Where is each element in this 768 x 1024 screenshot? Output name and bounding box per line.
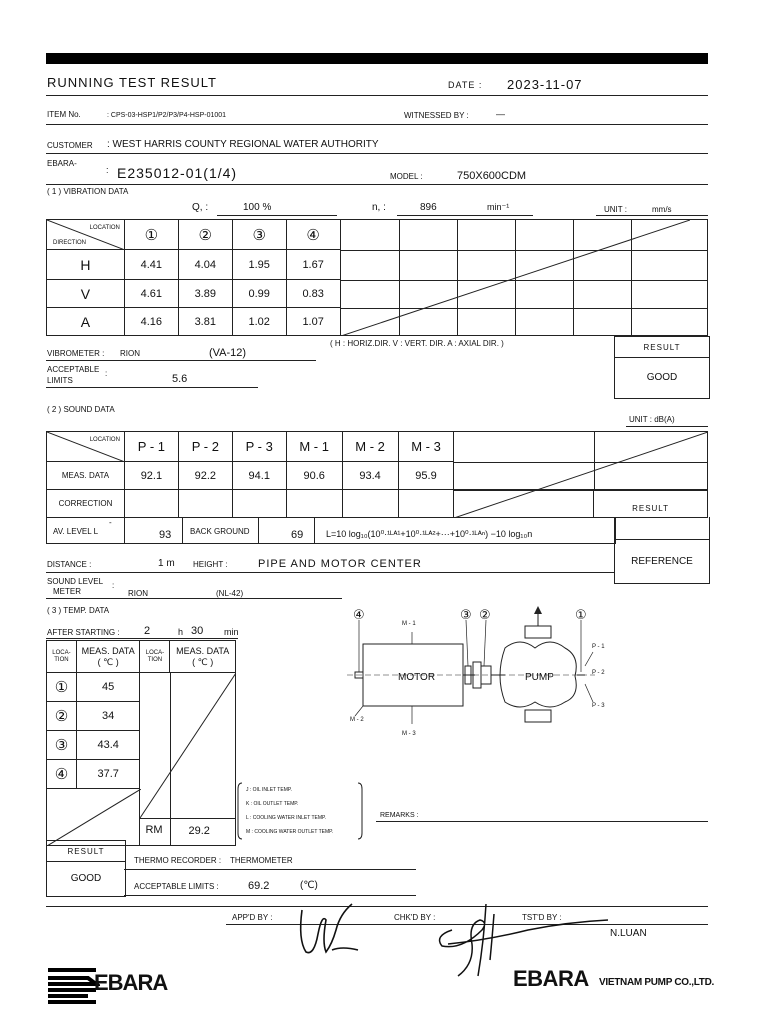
after-minutes: 30 (191, 625, 204, 637)
snd-col-p3: P - 3 (232, 432, 286, 462)
ebara-logo-right: EBARA (513, 966, 589, 991)
temp-result-header (46, 840, 126, 862)
recorder-label: THERMO RECORDER : (134, 856, 222, 865)
unit-label: UNIT : (604, 205, 627, 214)
chkd-label: CHK'D BY : (394, 913, 436, 922)
temp-loca-1-a: LOCA- (52, 649, 71, 656)
sound-formula: L=10 log₁₀(10⁰·¹ᴸᴬ¹+10⁰·¹ᴸᴬ²+···+10⁰·¹ᴸᴬⁿ) −10 log₁₀n (326, 529, 533, 539)
ebara-logo-left: EBARA (94, 970, 168, 995)
snd-result-label: RESULT (632, 504, 670, 513)
vib-a-3: 1.02 (232, 308, 286, 336)
snd-meas-label: MEAS. DATA (47, 462, 125, 490)
acceptable-colon: : (105, 369, 108, 378)
temp-val-3: 43.4 (76, 731, 140, 760)
diagram-n4: ④ (353, 607, 365, 622)
temp-meas-header-1 (76, 641, 140, 673)
snd-correction-label: CORRECTION (47, 490, 125, 518)
item-no: : CPS-03-HSP1/P2/P3/P4-HSP-01001 (107, 112, 227, 119)
hours-label: h (178, 627, 184, 637)
sound-meter-colon: : (112, 581, 115, 590)
limits-label: LIMITS (47, 376, 73, 385)
approver-signature-icon (296, 900, 366, 958)
vib-v-3: 0.99 (232, 280, 286, 308)
snd-meas-p2: 92.2 (178, 462, 232, 490)
vib-result-header (614, 336, 710, 358)
appd-label: APP'D BY : (232, 913, 273, 922)
temp-result-box (46, 860, 126, 897)
temp-loca-header-1 (47, 641, 77, 673)
vib-v-4: 0.83 (286, 280, 340, 308)
model-label: MODEL : (390, 172, 423, 181)
q-label: Q, : (192, 202, 209, 213)
after-hours: 2 (144, 625, 151, 637)
temp-loc-2: ② (47, 702, 77, 731)
customer-value: : WEST HARRIS COUNTY REGIONAL WATER AUTHORITY (107, 139, 379, 150)
temp-unit-2: ( ℃ ) (192, 656, 214, 667)
snd-col-m3: M - 3 (398, 432, 454, 462)
height-label: HEIGHT : (193, 560, 228, 569)
date-label: DATE : (448, 80, 483, 90)
sound-meter-label: SOUND LEVEL (47, 577, 104, 586)
vibrometer-label: VIBROMETER : (47, 349, 105, 358)
temp-loc-4: ④ (47, 760, 77, 789)
sound-meter-value: RION (128, 589, 148, 598)
snd-col-p2: P - 2 (178, 432, 232, 462)
snd-meas-m1: 90.6 (286, 462, 342, 490)
limits-label: ACCEPTABLE LIMITS : (134, 882, 219, 891)
dir-label: DIRECTION (53, 240, 86, 246)
ebara-label: EBARA- (47, 159, 77, 168)
diagram-m3: M - 3 (402, 731, 416, 737)
vib-col-3: ③ (232, 220, 286, 250)
vib-v-2: 3.89 (178, 280, 232, 308)
vib-h-2: 4.04 (178, 250, 232, 280)
temp-val-2: 34 (76, 702, 140, 731)
page-title: RUNNING TEST RESULT (47, 75, 217, 90)
vib-h-4: 1.67 (286, 250, 340, 280)
vib-a-4: 1.07 (286, 308, 340, 336)
diagram-n1: ① (575, 607, 587, 622)
q-value: 100 % (243, 202, 272, 213)
sound-section-title: ( 2 ) SOUND DATA (47, 405, 115, 414)
vib-blank-area (340, 220, 707, 336)
ser-no: E235012-01(1/4) (117, 165, 238, 181)
temp-loca-2-a: LOCA- (145, 649, 165, 656)
ebara-logo-right-company: VIETNAM PUMP CO.,LTD. (599, 977, 714, 988)
n-value: 896 (420, 202, 437, 213)
temp-loca-2-b: TION (147, 656, 163, 663)
temp-section-title: ( 3 ) TEMP. DATA (47, 606, 110, 615)
top-bar (46, 53, 708, 64)
vib-v-1: 4.61 (124, 280, 178, 308)
av-level-label: AV. LEVEL L (53, 527, 99, 536)
direction-legend: ( H : HORIZ.DIR. V : VERT. DIR. A : AXIAL DIR. ) (330, 339, 504, 348)
after-starting-label: AFTER STARTING : (47, 628, 120, 637)
temp-meas-2: MEAS. DATA (176, 645, 230, 656)
acceptable-value: 5.6 (172, 373, 188, 385)
temp-loc-1: ① (47, 673, 77, 702)
witnessed-value: — (496, 109, 505, 119)
vib-dir-a: A (47, 308, 125, 336)
rm-value: 29.2 (188, 825, 210, 837)
snd-col-p1: P - 1 (124, 432, 178, 462)
snd-blank-area (454, 432, 708, 490)
distance-label: DISTANCE : (47, 560, 92, 569)
witnessed-label: WITNESSED BY : (404, 111, 469, 120)
snd-result-value: REFERENCE (631, 556, 693, 567)
model-value: 750X600CDM (457, 170, 527, 182)
temp-val-1: 45 (76, 673, 140, 702)
snd-loc-label: LOCATION (89, 437, 120, 443)
diagram-p1: P - 1 (592, 644, 605, 650)
temp-meas-1: MEAS. DATA (81, 645, 135, 656)
vib-a-2: 3.81 (178, 308, 232, 336)
background-value: 69 (291, 529, 304, 541)
acceptable-label: ACCEPTABLE (47, 365, 100, 374)
height-value: PIPE AND MOTOR CENTER (258, 558, 422, 570)
vib-h-3: 1.95 (232, 250, 286, 280)
minutes-label: min (224, 627, 239, 637)
pump-motor-diagram (345, 606, 615, 746)
n-label: n, : (372, 202, 386, 213)
unit-value: mm/s (652, 205, 672, 214)
remarks-label: REMARKS : (380, 812, 419, 819)
customer-label: CUSTOMER (47, 141, 93, 150)
vibrometer-model: (VA-12) (209, 347, 247, 359)
limits-unit: (℃) (300, 880, 318, 891)
vib-col-4: ④ (286, 220, 340, 250)
ser-colon: : (106, 165, 109, 175)
snd-meas-p1: 92.1 (124, 462, 178, 490)
limits-value: 69.2 (248, 880, 270, 892)
vib-result-box (614, 356, 710, 399)
temp-loca-header-2 (140, 641, 170, 673)
snd-col-m2: M - 2 (342, 432, 398, 462)
note-j: J : OIL INLET TEMP. (246, 787, 292, 793)
temp-result-label: RESULT (67, 846, 105, 856)
vib-dir-v: V (47, 280, 125, 308)
vib-result-label: RESULT (643, 342, 681, 352)
temp-table (46, 640, 236, 846)
tester-name: N.LUAN (610, 928, 647, 939)
recorder-value: THERMOMETER (230, 856, 293, 865)
temp-blank-left (47, 789, 140, 846)
diagram-m1: M - 1 (402, 621, 416, 627)
vibration-section-title: ( 1 ) VIBRATION DATA (47, 187, 129, 196)
loc-label: LOCATION (89, 225, 120, 231)
diagram-p2: P - 2 (592, 670, 605, 676)
snd-col-m1: M - 1 (286, 432, 342, 462)
vib-a-1: 4.16 (124, 308, 178, 336)
note-l: L : COOLING WATER INLET TEMP. (246, 815, 327, 821)
vib-corner-cell (47, 220, 125, 250)
snd-result-box (614, 539, 710, 584)
vib-col-1: ① (124, 220, 178, 250)
ebara-logo-mark-icon (46, 966, 100, 1006)
snd-meas-m2: 93.4 (342, 462, 398, 490)
temp-meas-header-2 (170, 641, 236, 673)
sound-meter-model: (NL-42) (216, 589, 244, 598)
temp-val-4: 37.7 (76, 760, 140, 789)
vib-dir-h: H (47, 250, 125, 280)
vib-result-value: GOOD (646, 371, 678, 383)
note-k: K : OIL OUTLET TEMP. (246, 801, 299, 807)
running-test-result-sheet: RUNNING TEST RESULT DATE : 2023-11-07 ITEM No. : CPS-03-HSP1/P2/P3/P4-HSP-01001 WITNESSED BY : — CUSTOMER : WEST HARRIS COUNTY REGIONAL WATER AUTHORITY EBARA- : E235012-01(1/4) MODEL : 750X600CDM ( 1 ) VIBRATION DATA Q, : 100 % n, : 896 min⁻¹ UNIT : mm/s LOCATION DIRECTION ① ② ③ ④ H 4.41 4.04 1.95 1.67 V 4.61 3.89 0.99 0.83 A 4.16 3.81 1.02 1.07 ( H : HORIZ.DIR. V : VERT. DIR. A : AXIAL DIR. ) RESULT GOOD VIBROMETER : RION (VA-12) ACCEPTABLE LIMITS : 5.6 ( 2 ) SOUND DATA UNIT : dB(A) LOCATION P - 1 P - 2 P - 3 M - 1 M - 2 M - 3 MEAS. DATA 92.1 92.2 94.1 90.6 93.4 95.9 CORRECTION $^{RESULT}$ AV. LEVEL L - 93 BACK GROUND 69 L=10 log₁₀(10⁰·¹ᴸᴬ¹+10⁰·¹ᴸᴬ²+···+10⁰·¹ᴸᴬⁿ) −10 log₁₀n REFERENCE DISTANCE : 1 m HEIGHT : PIPE AND MOTOR CENTER SOUND LEVEL METER : RION (NL-42) ( 3 ) TEMP. DATA AFTER STARTING : 2 h 30 min LOCA- TION MEAS. DATA ( ℃ ) LOCA- TION MEAS. DATA ( ℃ ) ① 45 RM 29.2 ② 34 ③ 43.4 ④ 37.7 J : OIL INLET TEMP. K : OIL OUTLET TEMP. L : COOLING WATER INLET TEMP. M : COOLING WATER OUTLET TEMP. REMARKS : RESULT GOOD THERMO RECORDER : THERMOMETER ACCEPTABLE LIMITS : 69.2 (℃) MOTOR PUMP M - 1 M - 2 M - 3 P - 1 P - 2 P - 3 ④ ③ ② ① APP'D BY : CHK'D BY : TST'D BY : N.LUAN EBARA EBARA VIETNAM PUMP CO.,LTD. (0, 0, 768, 1024)
diagram-pump-label: PUMP (525, 672, 554, 683)
diagram-p3: P - 3 (592, 703, 605, 709)
diagram-n2: ② (479, 607, 491, 622)
date-value: 2023-11-07 (507, 77, 583, 92)
sound-meter-label-2: METER (53, 587, 81, 596)
item-label: ITEM No. (47, 110, 81, 119)
background-label: BACK GROUND (190, 527, 250, 536)
sound-unit: UNIT : dB(A) (629, 415, 675, 424)
temp-loca-1-b: TION (54, 656, 69, 663)
snd-corner-cell (47, 432, 125, 462)
rm-label: RM (145, 824, 163, 836)
tstd-label: TST'D BY : (522, 913, 562, 922)
vib-h-1: 4.41 (124, 250, 178, 280)
temp-loc-3: ③ (47, 731, 77, 760)
sound-table (46, 431, 708, 518)
av-level-value: 93 (159, 529, 172, 541)
vibration-table (46, 219, 708, 336)
note-m: M : COOLING WATER OUTLET TEMP. (246, 829, 334, 835)
snd-meas-p3: 94.1 (232, 462, 286, 490)
diagram-motor-label: MOTOR (398, 672, 436, 683)
n-unit: min⁻¹ (487, 202, 510, 212)
vib-col-2: ② (178, 220, 232, 250)
diagram-n3: ③ (460, 607, 472, 622)
temp-result-value: GOOD (70, 872, 102, 884)
temp-blank-area (140, 673, 236, 846)
diagram-m2: M - 2 (350, 717, 364, 723)
temp-unit-1: ( ℃ ) (97, 656, 119, 667)
vibrometer-value: RION (120, 349, 140, 358)
distance-value: 1 m (158, 558, 175, 569)
snd-meas-m3: 95.9 (398, 462, 454, 490)
